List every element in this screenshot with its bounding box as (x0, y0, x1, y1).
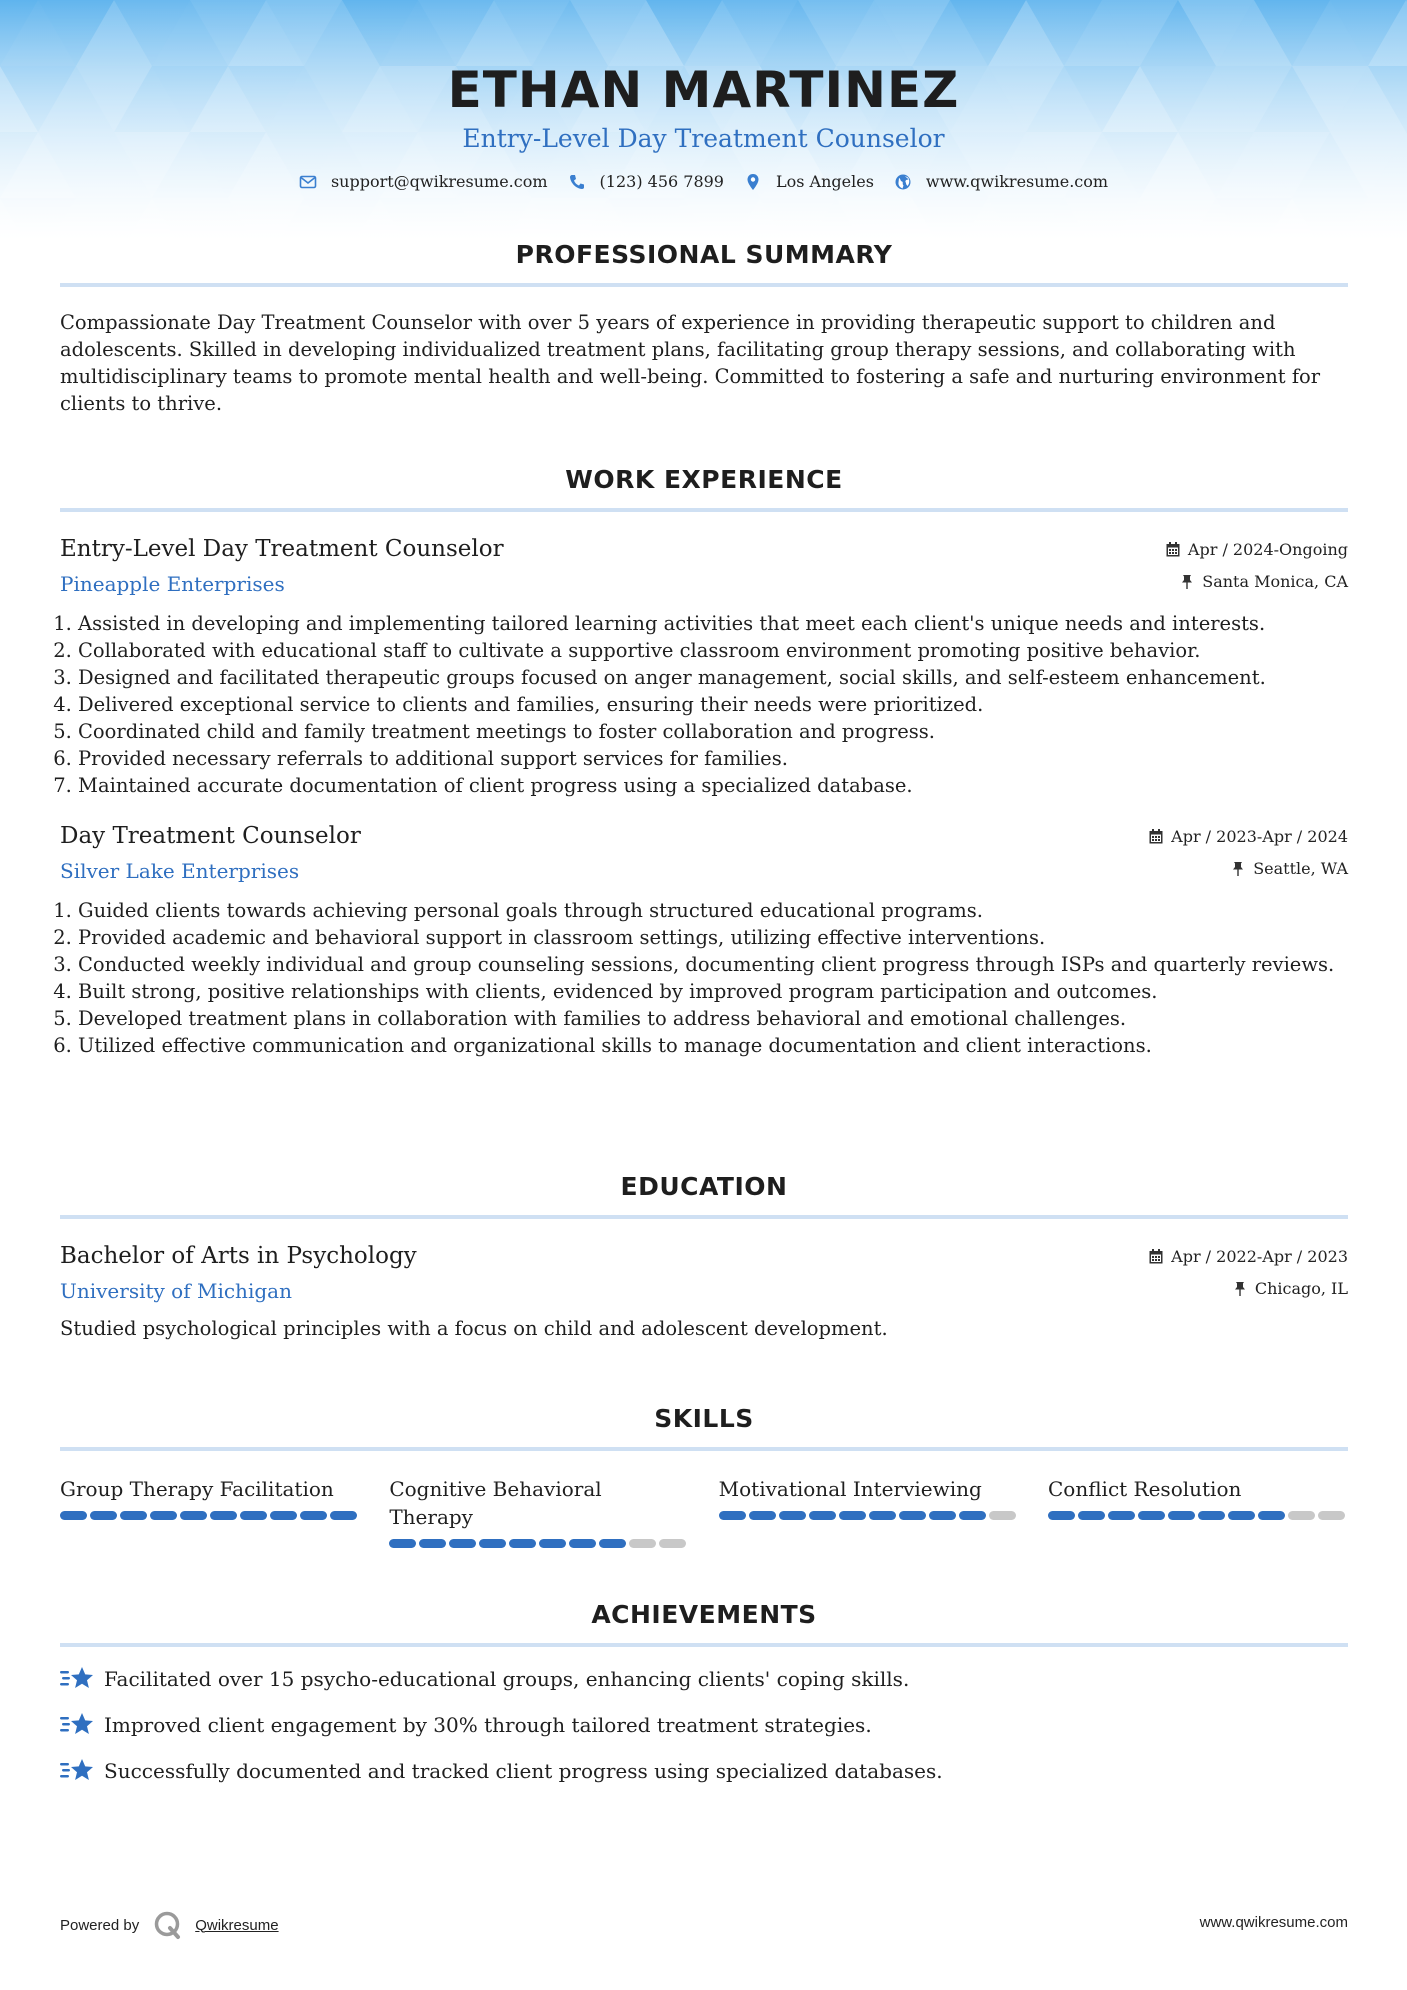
job-location-text: Seattle, WA (1253, 859, 1348, 878)
footer (60, 1902, 1348, 1942)
contact-location-text: Los Angeles (775, 172, 874, 191)
skill-segment-filled (449, 1539, 476, 1548)
achievement-item (60, 1711, 1348, 1739)
job-location (1180, 572, 1348, 591)
list-item: 4. Built strong, positive relationships with clients, evidenced by improved program participation and outcomes. (78, 978, 1348, 1005)
job-company: Silver Lake Enterprises (60, 859, 300, 883)
job-dates-text: Apr / 2024-Ongoing (1187, 540, 1348, 559)
skill-name: Group Therapy Facilitation (60, 1477, 334, 1501)
job-title: Day Treatment Counselor (60, 823, 361, 849)
list-item: 7. Maintained accurate documentation of client progress using a specialized database. (78, 772, 1348, 799)
education-section (60, 1172, 1348, 1342)
star-icon (60, 1665, 94, 1693)
skill-segment-filled (210, 1511, 237, 1520)
skill-level-bar (389, 1539, 689, 1548)
experience-title: WORK EXPERIENCE (565, 465, 843, 494)
summary-text: Compassionate Day Treatment Counselor with over 5 years of experience in providing therapeutic support to children and adolescents. Skilled in developing individualized treatment plans, facilitating group therapy sessions, and collaborating with multidisciplinary teams to promote mental health and well-being. Committed to fostering a safe and nurturing environment for clients to thrive. (60, 311, 1321, 415)
skill-segment-filled (509, 1539, 536, 1548)
summary-section (60, 240, 1348, 417)
skill-segment-filled (959, 1511, 986, 1520)
powered-by-label: Powered by (60, 1916, 140, 1934)
list-item: 3. Conducted weekly individual and group counseling sessions, documenting client progress through ISPs and quarterly reviews. (78, 951, 1348, 978)
skill-item (719, 1475, 1019, 1548)
pushpin-icon (1233, 1281, 1247, 1296)
skill-segment-filled (419, 1539, 446, 1548)
achievements-section (60, 1600, 1348, 1785)
skill-level-bar (719, 1511, 1019, 1520)
education-school: University of Michigan (60, 1279, 292, 1303)
skill-segment-filled (330, 1511, 357, 1520)
contact-phone[interactable] (568, 172, 724, 191)
envelope-icon (299, 173, 317, 191)
skill-segment-filled (150, 1511, 177, 1520)
job-location (1231, 859, 1348, 878)
list-item: 2. Collaborated with educational staff to cultivate a supportive classroom environment promoting positive behavior. (78, 637, 1348, 664)
list-item: 4. Delivered exceptional service to clients and families, ensuring their needs were prioritized. (78, 691, 1348, 718)
list-item: 2. Provided academic and behavioral support in classroom settings, utilizing effective interventions. (78, 924, 1348, 951)
achievement-text: Successfully documented and tracked client progress using specialized databases. (104, 1758, 943, 1783)
skill-segment-filled (719, 1511, 746, 1520)
contact-email[interactable] (299, 172, 548, 191)
skill-item (389, 1475, 689, 1548)
section-divider (60, 1643, 1348, 1647)
skill-segment-filled (899, 1511, 926, 1520)
list-item: 6. Provided necessary referrals to additional support services for families. (78, 745, 1348, 772)
job-dates-text: Apr / 2023-Apr / 2024 (1171, 827, 1348, 846)
achievement-item (60, 1665, 1348, 1693)
contact-location (744, 172, 874, 191)
education-title: EDUCATION (620, 1172, 788, 1201)
skill-segment-filled (389, 1539, 416, 1548)
list-item: 5. Coordinated child and family treatment meetings to foster collaboration and progress. (78, 718, 1348, 745)
candidate-role: Entry-Level Day Treatment Counselor (462, 124, 945, 153)
achievement-text: Facilitated over 15 psycho-educational groups, enhancing clients' coping skills. (104, 1666, 910, 1691)
skill-level-bar (60, 1511, 360, 1520)
skill-segment-filled (1048, 1511, 1075, 1520)
skill-segment-empty (1318, 1511, 1345, 1520)
skill-segment-filled (1168, 1511, 1195, 1520)
skill-segment-filled (180, 1511, 207, 1520)
job-entry (60, 821, 1348, 1059)
list-item: 1. Assisted in developing and implementing tailored learning activities that meet each client's unique needs and interests. (78, 610, 1348, 637)
education-dates-text: Apr / 2022-Apr / 2023 (1171, 1247, 1348, 1266)
list-item: 1. Guided clients towards achieving personal goals through structured educational programs. (78, 897, 1348, 924)
skill-item (1048, 1475, 1348, 1548)
job-bullets (60, 897, 1348, 1059)
skill-segment-filled (60, 1511, 87, 1520)
skill-segment-filled (809, 1511, 836, 1520)
job-bullets (60, 610, 1348, 799)
powered-by (60, 1910, 279, 1940)
skill-segment-filled (90, 1511, 117, 1520)
contact-phone-text: (123) 456 7899 (599, 172, 724, 191)
section-divider (60, 508, 1348, 512)
skill-segment-filled (749, 1511, 776, 1520)
qwikresume-logo-icon (153, 1910, 183, 1940)
education-description: Studied psychological principles with a focus on child and adolescent development. (60, 1317, 888, 1340)
skill-segment-filled (270, 1511, 297, 1520)
section-divider (60, 1215, 1348, 1219)
skill-segment-filled (1108, 1511, 1135, 1520)
education-dates (1149, 1247, 1348, 1266)
pushpin-icon (1231, 861, 1245, 876)
experience-section (60, 465, 1348, 1059)
education-entry (60, 1241, 1348, 1342)
skill-segment-filled (839, 1511, 866, 1520)
job-dates (1166, 540, 1348, 559)
calendar-icon (1149, 829, 1163, 844)
list-item: 5. Developed treatment plans in collaboration with families to address behavioral and emotional challenges. (78, 1005, 1348, 1032)
skill-name: Cognitive Behavioral Therapy (389, 1477, 602, 1529)
skill-segment-filled (869, 1511, 896, 1520)
skill-name: Conflict Resolution (1047, 1477, 1242, 1501)
skill-segment-filled (240, 1511, 267, 1520)
summary-title: PROFESSIONAL SUMMARY (515, 240, 893, 269)
skill-segment-empty (659, 1539, 686, 1548)
qwikresume-link[interactable]: Qwikresume (195, 1916, 279, 1934)
skill-item (60, 1475, 360, 1548)
skill-segment-filled (569, 1539, 596, 1548)
achievement-text: Improved client engagement by 30% through tailored treatment strategies. (104, 1712, 872, 1737)
skill-segment-filled (1138, 1511, 1165, 1520)
skill-segment-empty (989, 1511, 1016, 1520)
job-entry (60, 534, 1348, 799)
skill-segment-empty (1288, 1511, 1315, 1520)
skill-segment-filled (479, 1539, 506, 1548)
skill-segment-filled (300, 1511, 327, 1520)
skill-segment-filled (1078, 1511, 1105, 1520)
contact-website-text: www.qwikresume.com (925, 172, 1109, 191)
list-item: 3. Designed and facilitated therapeutic groups focused on anger management, social skills, and self-esteem enhancement. (78, 664, 1348, 691)
map-pin-icon (744, 173, 762, 191)
skills-list (60, 1475, 1348, 1548)
job-location-text: Santa Monica, CA (1202, 572, 1348, 591)
section-divider (60, 283, 1348, 287)
contact-bar (0, 172, 1407, 191)
skill-segment-filled (539, 1539, 566, 1548)
skill-level-bar (1048, 1511, 1348, 1520)
calendar-icon (1166, 542, 1180, 557)
skill-segment-filled (929, 1511, 956, 1520)
footer-website[interactable]: www.qwikresume.com (1199, 1914, 1348, 1931)
skill-segment-filled (120, 1511, 147, 1520)
star-icon (60, 1757, 94, 1785)
education-location (1233, 1279, 1348, 1298)
skill-segment-filled (1258, 1511, 1285, 1520)
skill-name: Motivational Interviewing (718, 1477, 982, 1501)
contact-email-text: support@qwikresume.com (330, 172, 548, 191)
phone-icon (568, 173, 586, 191)
skill-segment-filled (599, 1539, 626, 1548)
job-company: Pineapple Enterprises (60, 572, 285, 596)
section-divider (60, 1447, 1348, 1451)
skills-title: SKILLS (654, 1404, 754, 1433)
skills-section (60, 1404, 1348, 1548)
education-degree: Bachelor of Arts in Psychology (60, 1243, 417, 1269)
header (0, 58, 1407, 156)
skill-segment-empty (629, 1539, 656, 1548)
globe-icon (894, 173, 912, 191)
candidate-name: ETHAN MARTINEZ (447, 61, 960, 119)
pushpin-icon (1180, 574, 1194, 589)
job-dates (1149, 827, 1348, 846)
list-item: 6. Utilized effective communication and organizational skills to manage documentation and client interactions. (78, 1032, 1348, 1059)
contact-website[interactable] (894, 172, 1108, 191)
calendar-icon (1149, 1249, 1163, 1264)
skill-segment-filled (1198, 1511, 1225, 1520)
star-icon (60, 1711, 94, 1739)
skill-segment-filled (1228, 1511, 1255, 1520)
achievements-title: ACHIEVEMENTS (591, 1600, 817, 1629)
education-location-text: Chicago, IL (1254, 1279, 1348, 1298)
job-title: Entry-Level Day Treatment Counselor (60, 536, 504, 562)
skill-segment-filled (779, 1511, 806, 1520)
achievement-item (60, 1757, 1348, 1785)
